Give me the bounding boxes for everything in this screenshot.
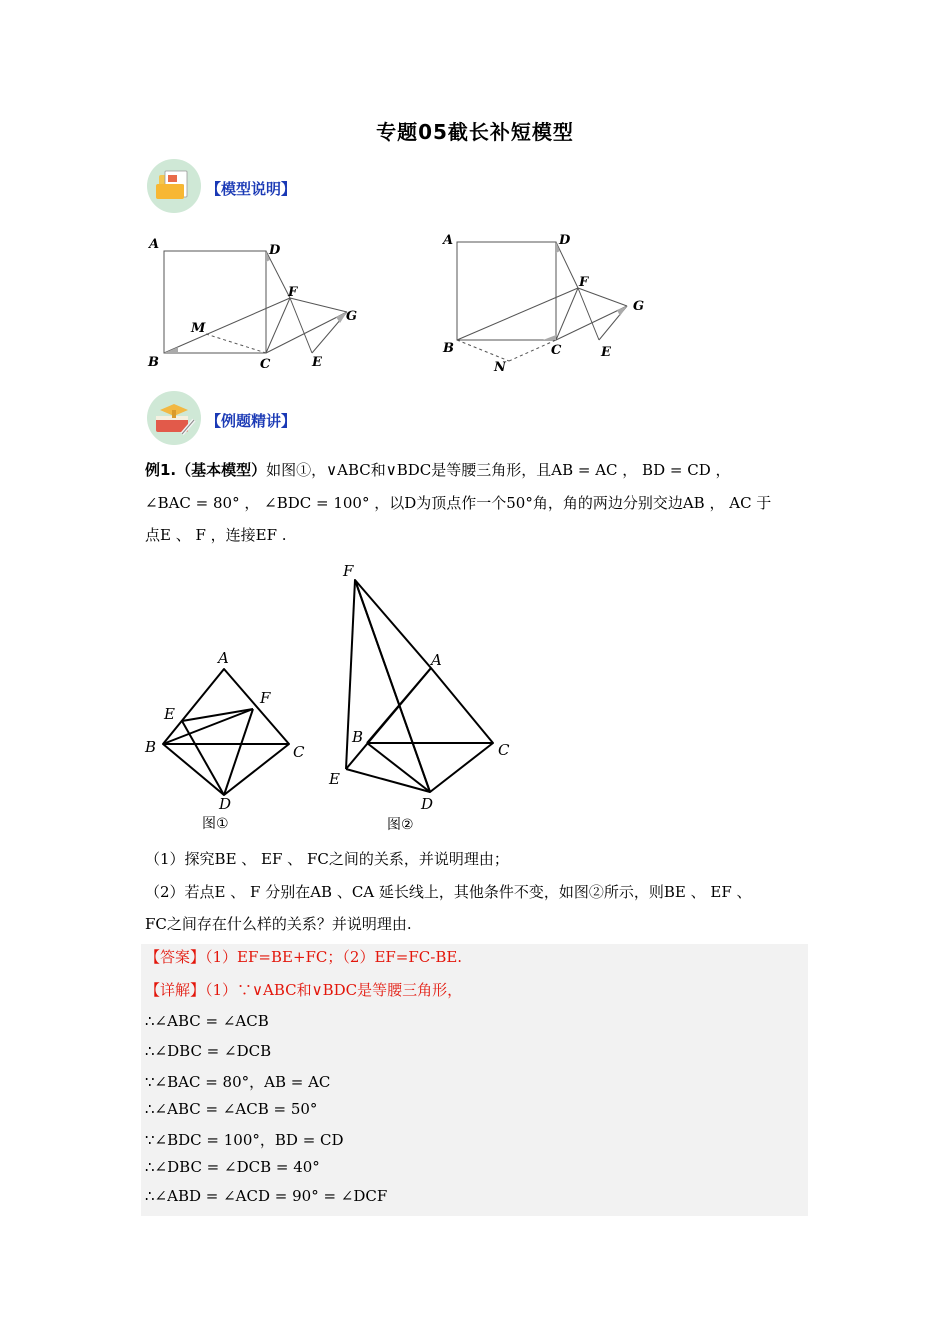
- answer-line: [145, 946, 462, 967]
- label-f: F: [288, 285, 298, 300]
- book-pencil-icon: [146, 390, 202, 446]
- label-c: C: [260, 357, 271, 372]
- solution-intro-line: [145, 979, 462, 1000]
- label-a: A: [149, 237, 160, 252]
- label-m: M: [191, 321, 206, 336]
- label-c: C: [498, 741, 510, 759]
- solution-label: 【详解】: [145, 981, 206, 999]
- label-d: D: [421, 795, 434, 813]
- label-d: D: [559, 233, 571, 248]
- section-model-label: 【模型说明】: [206, 180, 297, 198]
- example-line-2: ∠BAC = 80° ， ∠BDC = 100° ，以D为顶点作一个50°角，角的两边分别交边AB ， AC 于: [145, 494, 772, 512]
- figure-1-caption: 图①: [202, 816, 229, 832]
- solution-step: ∵∠BAC = 80°，AB = AC: [145, 1073, 331, 1091]
- answer-text: （1）EF=BE+FC；（2）EF=FC-BE.: [205, 948, 463, 966]
- solution-intro: （1）∵∨ABC和∨BDC是等腰三角形，: [205, 981, 463, 999]
- label-b: B: [443, 341, 454, 356]
- solution-step: ∴∠ABD = ∠ACD = 90° = ∠DCF: [145, 1187, 388, 1205]
- label-f: F: [343, 562, 354, 580]
- example-number: 例1.: [145, 461, 177, 479]
- label-e: E: [164, 705, 175, 723]
- example-line-1: [145, 454, 730, 486]
- label-b: B: [145, 738, 157, 756]
- label-d: D: [269, 243, 281, 258]
- section-example-label: 【例题精讲】: [206, 412, 297, 430]
- label-a: A: [443, 233, 454, 248]
- folder-document-icon: [146, 158, 202, 214]
- example-figure-1: [140, 645, 320, 840]
- solution-step: ∵∠BDC = 100°，BD = CD: [145, 1131, 344, 1149]
- label-e: E: [601, 345, 611, 360]
- label-e: E: [312, 355, 322, 370]
- label-n: N: [494, 360, 506, 375]
- question-2: （2）若点E 、 F 分别在AB 、CA 延长线上，其他条件不变，如图②所示，则BE 、 EF 、: [145, 883, 752, 901]
- solution-step: ∴∠ABC = ∠ACB = 50°: [145, 1100, 318, 1118]
- figure-2-caption: 图②: [387, 817, 414, 833]
- label-f: F: [260, 689, 271, 707]
- example-text-1: 如图①，∨ABC和∨BDC是等腰三角形，且AB = AC ， BD = CD ，: [266, 461, 731, 479]
- label-b: B: [352, 728, 364, 746]
- model-figure-2: [435, 228, 655, 378]
- solution-step: ∴∠ABC = ∠ACB: [145, 1012, 269, 1030]
- label-e: E: [329, 770, 340, 788]
- label-a: A: [218, 649, 229, 667]
- solution-step: ∴∠DBC = ∠DCB = 40°: [145, 1158, 320, 1176]
- label-c: C: [293, 743, 305, 761]
- model-figure-1: [140, 230, 370, 375]
- label-f: F: [579, 275, 589, 290]
- example-figure-2: [325, 560, 525, 840]
- label-b: B: [148, 355, 159, 370]
- example-tag: （基本模型）: [176, 461, 267, 479]
- question-1: （1）探究BE 、 EF 、 FC之间的关系，并说明理由；: [145, 850, 509, 868]
- page-title: 专题05截长补短模型: [376, 120, 574, 144]
- example-line-3: 点E 、 F ，连接EF .: [145, 526, 287, 544]
- question-2-cont: FC之间存在什么样的关系？并说明理由.: [145, 915, 412, 933]
- answer-label: 【答案】: [145, 948, 206, 966]
- label-c: C: [551, 343, 562, 358]
- section-example-badge: [146, 390, 202, 450]
- label-g: G: [633, 299, 645, 314]
- label-g: G: [346, 309, 358, 324]
- label-d: D: [219, 795, 232, 813]
- label-a: A: [431, 651, 442, 669]
- section-model-badge: [146, 158, 202, 218]
- solution-step: ∴∠DBC = ∠DCB: [145, 1042, 272, 1060]
